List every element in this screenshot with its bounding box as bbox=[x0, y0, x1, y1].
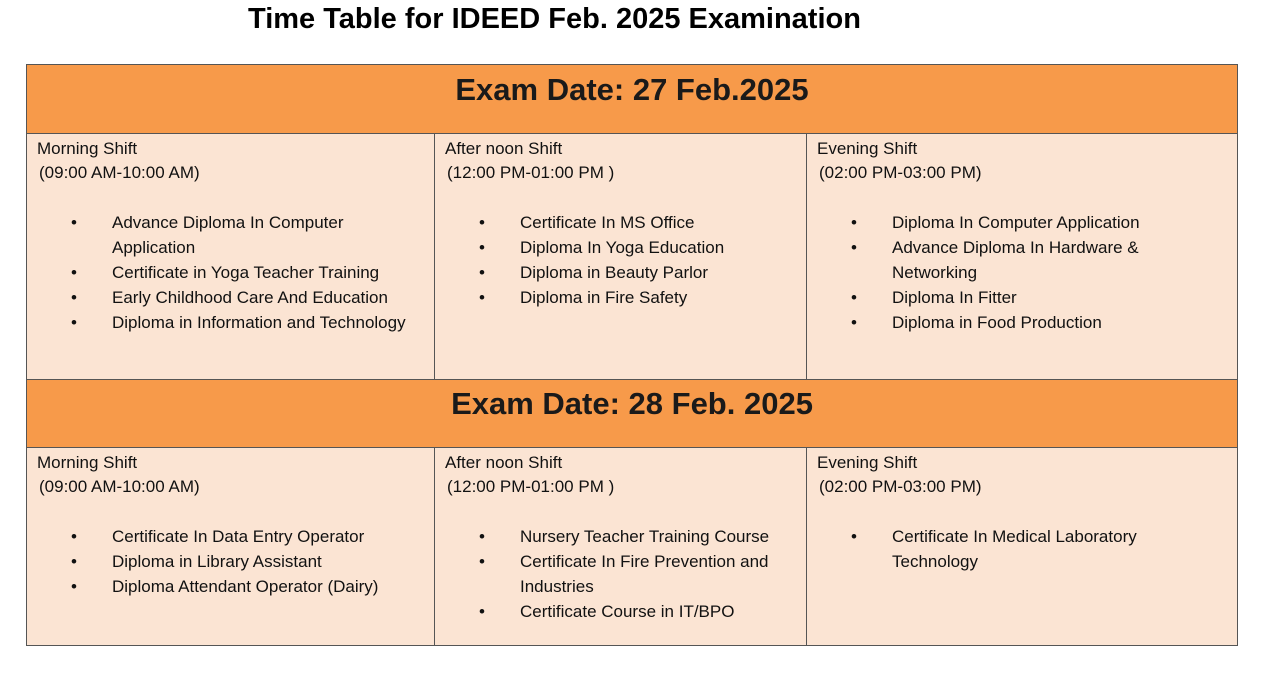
course-list bbox=[817, 210, 1237, 335]
list-item bbox=[479, 210, 796, 235]
list-item bbox=[479, 524, 796, 549]
bullet-icon: • bbox=[71, 288, 77, 307]
exam-date-header bbox=[27, 65, 1238, 134]
shift-time: (12:00 PM-01:00 PM ) bbox=[447, 477, 615, 496]
course-name: Diploma In Computer Application bbox=[892, 213, 1140, 232]
shift-row bbox=[27, 134, 1238, 380]
list-item bbox=[71, 285, 424, 310]
course-name: Advance Diploma In Computer Application bbox=[112, 213, 344, 257]
bullet-icon: • bbox=[71, 263, 77, 282]
list-item bbox=[479, 599, 796, 624]
bullet-icon: • bbox=[479, 213, 485, 232]
shift-cell-morning bbox=[27, 448, 435, 646]
exam-timetable bbox=[26, 64, 1238, 646]
bullet-icon: • bbox=[851, 238, 857, 257]
bullet-icon: • bbox=[851, 213, 857, 232]
course-name: Certificate In Data Entry Operator bbox=[112, 527, 365, 546]
list-item bbox=[851, 285, 1227, 310]
course-name: Nursery Teacher Training Course bbox=[520, 527, 770, 546]
shift-row bbox=[27, 448, 1238, 646]
course-name: Diploma in Beauty Parlor bbox=[520, 263, 709, 282]
shift-name: After noon Shift bbox=[445, 453, 563, 472]
list-item bbox=[479, 235, 796, 260]
bullet-icon: • bbox=[479, 602, 485, 621]
bullet-icon: • bbox=[71, 552, 77, 571]
list-item bbox=[479, 260, 796, 285]
course-list bbox=[445, 524, 806, 624]
shift-time: (09:00 AM-10:00 AM) bbox=[39, 477, 200, 496]
bullet-icon: • bbox=[479, 263, 485, 282]
list-item bbox=[71, 549, 424, 574]
shift-cell-afternoon bbox=[435, 134, 807, 380]
shift-name: Morning Shift bbox=[37, 139, 138, 158]
bullet-icon: • bbox=[71, 313, 77, 332]
bullet-icon: • bbox=[479, 288, 485, 307]
bullet-icon: • bbox=[479, 527, 485, 546]
bullet-icon: • bbox=[71, 527, 77, 546]
bullet-icon: • bbox=[851, 313, 857, 332]
list-item bbox=[479, 285, 796, 310]
course-name: Diploma in Food Production bbox=[892, 313, 1102, 332]
bullet-icon: • bbox=[71, 577, 77, 596]
shift-name: Morning Shift bbox=[37, 453, 138, 472]
course-name: Diploma In Yoga Education bbox=[520, 238, 725, 257]
bullet-icon: • bbox=[71, 213, 77, 232]
list-item bbox=[71, 524, 424, 549]
bullet-icon: • bbox=[479, 552, 485, 571]
course-name: Diploma Attendant Operator (Dairy) bbox=[112, 577, 379, 596]
course-list bbox=[37, 210, 434, 335]
shift-time: (02:00 PM-03:00 PM) bbox=[819, 163, 982, 182]
bullet-icon: • bbox=[851, 288, 857, 307]
list-item bbox=[851, 210, 1227, 235]
shift-name: After noon Shift bbox=[445, 139, 563, 158]
course-list bbox=[817, 524, 1237, 574]
list-item bbox=[851, 524, 1227, 574]
exam-date-label: Exam Date: 28 Feb. 2025 bbox=[451, 386, 813, 421]
bullet-icon: • bbox=[479, 238, 485, 257]
list-item bbox=[851, 310, 1227, 335]
shift-name: Evening Shift bbox=[817, 139, 918, 158]
exam-date-label: Exam Date: 27 Feb.2025 bbox=[455, 72, 809, 107]
list-item bbox=[71, 260, 424, 285]
course-name: Diploma in Information and Technology bbox=[112, 313, 406, 332]
course-name: Certificate In MS Office bbox=[520, 213, 695, 232]
shift-time: (02:00 PM-03:00 PM) bbox=[819, 477, 982, 496]
course-name: Diploma In Fitter bbox=[892, 288, 1017, 307]
exam-date-row bbox=[27, 65, 1238, 134]
exam-date-row bbox=[27, 380, 1238, 448]
course-name: Certificate In Fire Prevention and Industries bbox=[520, 552, 769, 596]
course-name: Certificate Course in IT/BPO bbox=[520, 602, 735, 621]
shift-time: (09:00 AM-10:00 AM) bbox=[39, 163, 200, 182]
page-title: Time Table for IDEED Feb. 2025 Examination bbox=[248, 3, 861, 35]
shift-cell-afternoon bbox=[435, 448, 807, 646]
list-item bbox=[479, 549, 796, 599]
course-name: Advance Diploma In Hardware & Networking bbox=[892, 238, 1139, 282]
shift-cell-evening bbox=[807, 448, 1238, 646]
list-item bbox=[71, 210, 424, 260]
course-name: Certificate In Medical Laboratory Technology bbox=[892, 527, 1137, 571]
exam-date-header bbox=[27, 380, 1238, 448]
shift-time: (12:00 PM-01:00 PM ) bbox=[447, 163, 615, 182]
course-list bbox=[445, 210, 806, 310]
course-name: Certificate in Yoga Teacher Training bbox=[112, 263, 380, 282]
shift-name: Evening Shift bbox=[817, 453, 918, 472]
bullet-icon: • bbox=[851, 527, 857, 546]
course-name: Diploma in Library Assistant bbox=[112, 552, 322, 571]
shift-cell-evening bbox=[807, 134, 1238, 380]
course-name: Early Childhood Care And Education bbox=[112, 288, 388, 307]
list-item bbox=[851, 235, 1227, 285]
shift-cell-morning bbox=[27, 134, 435, 380]
course-list bbox=[37, 524, 434, 599]
list-item bbox=[71, 574, 424, 599]
course-name: Diploma in Fire Safety bbox=[520, 288, 688, 307]
list-item bbox=[71, 310, 424, 335]
